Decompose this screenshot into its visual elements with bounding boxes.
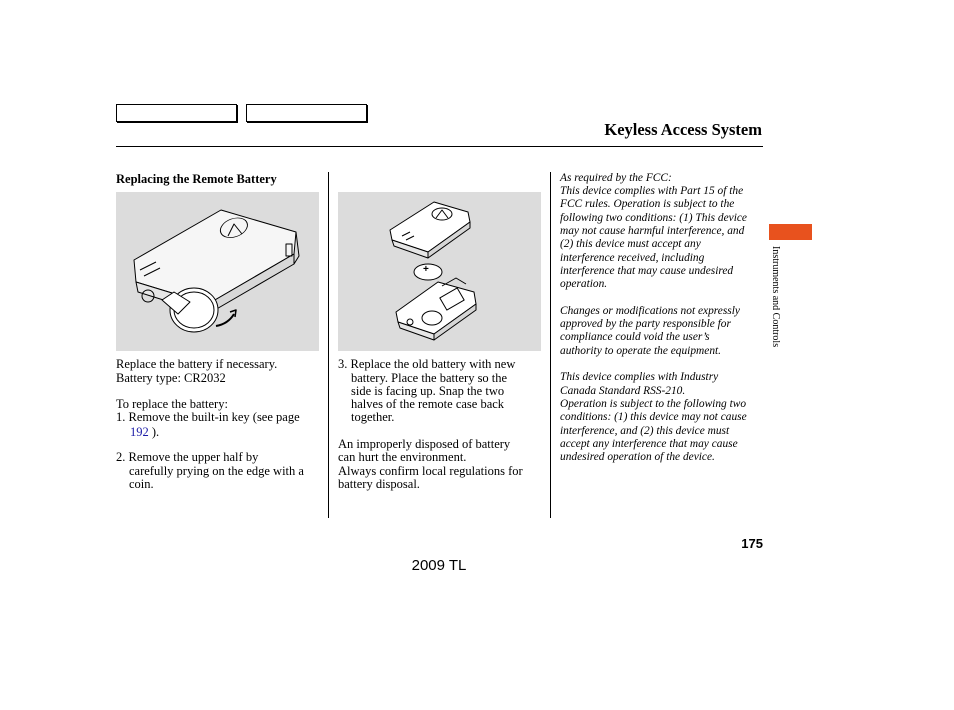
step-3-line-3: side is facing up. Snap the two [351,384,505,398]
step-3-line-2: battery. Place the battery so the [351,371,508,385]
canada-line: Operation is subject to the following two [560,398,747,410]
replace-intro: To replace the battery: [116,397,228,411]
fcc-line: interference received, including [560,252,705,264]
fcc-line: FCC rules. Operation is subject to the [560,198,735,210]
changes-line: authority to operate the equipment. [560,345,722,357]
page-title: Keyless Access System [604,120,762,139]
fcc-line: interference that may cause undesired [560,265,734,277]
column-divider-1 [328,172,329,518]
fcc-line: (2) this device must accept any [560,238,701,250]
fcc-line: following two conditions: (1) This device [560,212,747,224]
step-3-line-4: halves of the remote case back [351,397,505,411]
environment-note-4: battery disposal. [338,477,420,491]
environment-note-1: An improperly disposed of battery [338,437,511,451]
step-2-line-2: carefully prying on the edge with a [129,464,304,478]
column-divider-2 [550,172,551,518]
title-divider [116,146,763,147]
step-3: 3. Replace the old battery with new [338,357,516,371]
environment-note-3: Always confirm local regulations for [338,464,523,478]
canada-line: accept any interference that may cause [560,438,738,450]
step-3-line-5: together. [351,410,395,424]
remote-opening-illustration [116,192,319,351]
page-192-link[interactable]: 192 [130,425,149,439]
battery-replacement-illustration [338,192,541,351]
previous-page-button[interactable] [116,104,237,122]
step-1-end: ). [148,425,160,439]
changes-line: Changes or modifications not expressly [560,305,740,317]
battery-polarity-mark: + [423,264,429,275]
next-page-button[interactable] [246,104,367,122]
changes-line: approved by the party responsible for [560,318,731,330]
step-1: 1. Remove the built-in key (see page [116,410,300,424]
step-2-line-3: coin. [129,477,154,491]
canada-line: Canada Standard RSS-210. [560,385,686,397]
step-1-link-line [130,426,159,439]
model-footer: 2009 TL [411,557,467,574]
section-tab [769,224,812,240]
fcc-line: As required by the FCC: [560,172,672,184]
battery-note: Replace the battery if necessary. [116,357,278,371]
step-2: 2. Remove the upper half by [116,450,259,464]
fcc-line: This device complies with Part 15 of the [560,185,744,197]
page-number: 175 [741,536,763,551]
canada-line: This device complies with Industry [560,371,719,383]
canada-line: conditions: (1) this device may not cause [560,411,747,423]
battery-type: Battery type: CR2032 [116,371,226,385]
canada-line: interference, and (2) this device must [560,425,730,437]
section-tab-label: Instruments and Controls [770,246,781,348]
fcc-line: operation. [560,278,608,290]
environment-note-2: can hurt the environment. [338,450,467,464]
section-heading: Replacing the Remote Battery [116,172,277,186]
canada-line: undesired operation of the device. [560,451,715,463]
changes-line: compliance could void the user’s [560,331,710,343]
fcc-line: may not cause harmful interference, and [560,225,745,237]
